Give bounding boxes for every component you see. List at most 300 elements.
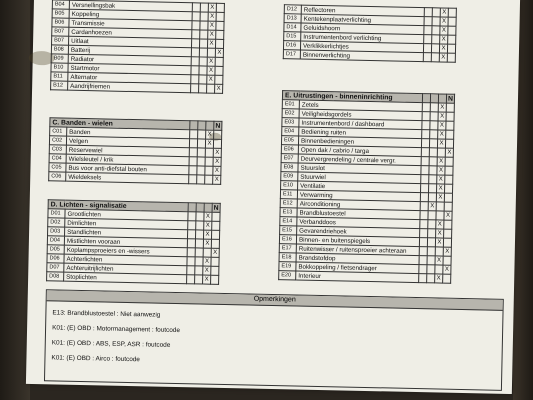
remarks-title: Opmerkingen — [47, 290, 503, 311]
check-cell — [195, 248, 203, 257]
check-cell — [211, 230, 219, 239]
check-cell: X — [437, 175, 445, 184]
check-cell — [435, 265, 443, 274]
check-cell — [199, 57, 207, 66]
column-n-header: N — [447, 95, 454, 103]
check-cell — [207, 84, 215, 93]
check-cell — [432, 8, 440, 17]
remark-line: K01: (E) OBD : Motormanagement : foutcode — [52, 324, 181, 335]
row-code: C03 — [49, 145, 66, 154]
check-cell — [420, 193, 428, 202]
check-cell — [445, 139, 453, 148]
row-code: E08 — [281, 163, 298, 172]
row-code: E04 — [282, 127, 299, 136]
row-label: Dimlichten — [65, 218, 188, 230]
row-code: B12 — [51, 81, 68, 90]
row-code: E11 — [280, 190, 297, 199]
section-title: D. Lichten - signalisatie — [48, 200, 188, 212]
row-code: E17 — [279, 244, 296, 253]
check-cell: X — [440, 26, 448, 35]
check-cell — [199, 66, 207, 75]
row-label: Gevarendriehoek — [297, 226, 420, 238]
row-code: B06 — [52, 18, 69, 27]
row-code: E09 — [281, 172, 298, 181]
row-label: Banden — [67, 127, 190, 139]
row-label: Verbanddoos — [297, 217, 420, 229]
row-label: Wieldeksels — [66, 172, 189, 184]
row-code: E19 — [279, 262, 296, 271]
row-label: Binnenbedieningen — [298, 136, 421, 148]
row-label: Alternator — [68, 72, 191, 84]
row-label: Bus voor anti-diefstal bouten — [66, 163, 189, 175]
check-cell: X — [439, 53, 447, 62]
check-cell — [444, 220, 452, 229]
check-cell — [211, 257, 219, 266]
row-label: Stoplichten — [64, 272, 187, 284]
row-code: D03 — [48, 227, 65, 236]
check-cell — [197, 148, 205, 157]
check-cell: X — [208, 21, 216, 30]
check-cell — [195, 266, 203, 275]
row-label: Verklikkerlichtjes — [300, 41, 423, 53]
row-label: Deurvergrendeling / centrale vergr. — [298, 154, 421, 166]
row-label: Koppeling — [69, 9, 192, 21]
check-cell: X — [207, 75, 215, 84]
check-cell — [422, 121, 430, 130]
check-cell — [419, 256, 427, 265]
row-code: B07 — [52, 36, 69, 45]
row-label: Bokkoppeling / fietsendrager — [296, 262, 419, 274]
status-column-icon — [438, 94, 446, 103]
check-cell — [445, 184, 453, 193]
check-cell — [432, 17, 440, 26]
check-cell — [187, 275, 195, 284]
status-column-icon — [206, 121, 214, 130]
row-label: Achteruitrijlichten — [64, 263, 187, 275]
check-cell — [215, 75, 223, 84]
check-cell: X — [436, 193, 444, 202]
check-cell — [419, 265, 427, 274]
status-column-icon — [196, 203, 204, 212]
check-cell — [429, 175, 437, 184]
check-cell — [427, 238, 435, 247]
check-cell — [430, 130, 438, 139]
check-cell: X — [203, 266, 211, 275]
check-cell — [443, 256, 451, 265]
row-label: Grootlichten — [65, 209, 188, 221]
check-cell — [421, 175, 429, 184]
row-code: E18 — [279, 253, 296, 262]
check-cell — [428, 211, 436, 220]
status-column-icon — [204, 203, 212, 212]
check-cell — [424, 17, 432, 26]
check-cell: X — [203, 230, 211, 239]
row-label: Bediening ruiten — [299, 127, 422, 139]
row-label: Ventilatie — [298, 181, 421, 193]
check-cell — [190, 130, 198, 139]
row-code: D08 — [47, 272, 64, 281]
check-cell — [423, 53, 431, 62]
row-code: C04 — [49, 154, 66, 163]
check-cell — [199, 84, 207, 93]
check-cell — [196, 212, 204, 221]
check-cell: X — [211, 248, 219, 257]
check-cell — [435, 247, 443, 256]
row-label: Reservewiel — [66, 145, 189, 157]
check-cell — [199, 75, 207, 84]
check-cell — [189, 139, 197, 148]
check-cell — [192, 30, 200, 39]
row-code: B05 — [52, 9, 69, 18]
check-cell — [445, 157, 453, 166]
check-cell: X — [204, 221, 212, 230]
inspection-sheet — [26, 0, 520, 394]
check-cell: X — [213, 175, 221, 184]
status-column-icon — [430, 94, 438, 103]
check-cell — [196, 221, 204, 230]
check-cell — [448, 35, 456, 44]
check-cell: X — [208, 3, 216, 12]
check-cell — [189, 175, 197, 184]
row-label: Binnenverlichting — [300, 50, 423, 62]
check-cell: X — [438, 103, 446, 112]
check-cell: X — [438, 121, 446, 130]
check-cell — [427, 256, 435, 265]
row-label: Startmotor — [68, 63, 191, 75]
check-cell — [189, 166, 197, 175]
check-cell — [427, 247, 435, 256]
check-cell — [215, 57, 223, 66]
check-cell — [421, 157, 429, 166]
row-code: D14 — [284, 23, 301, 32]
check-cell — [424, 35, 432, 44]
check-cell — [422, 103, 430, 112]
check-cell: X — [208, 30, 216, 39]
check-cell — [215, 66, 223, 75]
row-label: Radiator — [68, 54, 191, 66]
check-cell — [446, 121, 454, 130]
check-cell — [444, 202, 452, 211]
row-code: D05 — [47, 245, 64, 254]
remark-line: K01: (E) OBD : Airco : foutcode — [51, 354, 140, 364]
row-code: B08 — [51, 45, 68, 54]
row-code: E03 — [282, 118, 299, 127]
check-cell — [197, 175, 205, 184]
row-code: E20 — [279, 271, 296, 280]
check-cell: X — [437, 157, 445, 166]
check-cell — [420, 220, 428, 229]
check-cell: X — [428, 202, 436, 211]
check-cell — [211, 275, 219, 284]
check-cell — [187, 248, 195, 257]
row-code: E01 — [282, 100, 299, 109]
status-column-icon — [188, 203, 196, 212]
row-label: Zetels — [299, 100, 422, 112]
check-cell: X — [435, 274, 443, 283]
check-cell — [431, 53, 439, 62]
row-code: D01 — [48, 209, 65, 218]
section-title: E. Uitrustingen - binneninrichting — [282, 91, 422, 103]
row-code: E05 — [281, 136, 298, 145]
column-n-header: N — [215, 122, 221, 130]
check-cell: X — [438, 112, 446, 121]
check-cell — [428, 220, 436, 229]
check-cell: X — [436, 229, 444, 238]
row-label: Mistlichten vooraan — [64, 236, 187, 248]
background-left — [0, 0, 30, 400]
check-cell — [211, 266, 219, 275]
check-cell — [191, 84, 199, 93]
check-cell — [432, 26, 440, 35]
check-cell — [436, 202, 444, 211]
remark-line: K01: (E) OBD : ABS, ESP, ASR : foutcode — [51, 339, 171, 349]
check-cell — [446, 130, 454, 139]
row-code: B09 — [51, 54, 68, 63]
check-cell: X — [435, 238, 443, 247]
check-cell — [420, 229, 428, 238]
row-code: C06 — [49, 172, 66, 181]
row-code: E15 — [280, 226, 297, 235]
row-code: B04 — [52, 0, 69, 9]
check-cell — [192, 3, 200, 12]
check-cell: X — [203, 257, 211, 266]
row-code: E13 — [280, 208, 297, 217]
row-label: Stuurslot — [298, 163, 421, 175]
check-cell: X — [213, 166, 221, 175]
check-cell — [200, 30, 208, 39]
check-cell — [216, 30, 224, 39]
check-cell — [212, 221, 220, 230]
check-cell — [421, 166, 429, 175]
check-cell — [197, 166, 205, 175]
row-label: Brandblustoestel — [297, 208, 420, 220]
check-cell — [423, 44, 431, 53]
check-cell — [431, 44, 439, 53]
row-label: Binnen- en buitenspiegels — [296, 235, 419, 247]
check-cell — [205, 166, 213, 175]
check-cell: X — [439, 44, 447, 53]
check-cell: X — [445, 148, 453, 157]
row-label: Airconditioning — [297, 199, 420, 211]
check-cell — [430, 112, 438, 121]
row-label: Interieur — [296, 271, 419, 283]
row-label: Open dak / cabrio / targa — [298, 145, 421, 157]
section-d-table — [46, 199, 221, 285]
check-cell — [428, 193, 436, 202]
row-label: Achterlichten — [64, 254, 187, 266]
check-cell — [205, 175, 213, 184]
row-code: E12 — [280, 199, 297, 208]
check-cell: X — [438, 130, 446, 139]
check-cell — [197, 157, 205, 166]
check-cell — [195, 230, 203, 239]
check-cell: X — [437, 139, 445, 148]
check-cell — [216, 12, 224, 21]
check-cell — [215, 39, 223, 48]
row-label: Verwarming — [297, 190, 420, 202]
section-e-table — [278, 90, 455, 284]
row-code: D17 — [283, 50, 300, 59]
check-cell — [187, 239, 195, 248]
row-code: E02 — [282, 109, 299, 118]
check-cell: X — [207, 66, 215, 75]
check-cell — [203, 248, 211, 257]
row-label: Stuurwiel — [298, 172, 421, 184]
check-cell — [191, 66, 199, 75]
check-cell — [429, 166, 437, 175]
check-cell — [427, 274, 435, 283]
check-cell — [448, 8, 456, 17]
row-code: E07 — [281, 154, 298, 163]
row-code: C01 — [50, 127, 67, 136]
row-label: Reflectoren — [301, 5, 424, 17]
check-cell — [429, 148, 437, 157]
check-cell — [422, 112, 430, 121]
section-c-table — [48, 117, 222, 185]
check-cell — [429, 184, 437, 193]
row-code: B11 — [51, 72, 68, 81]
check-cell — [424, 26, 432, 35]
row-label: Batterij — [68, 45, 191, 57]
row-code: D06 — [47, 254, 64, 263]
row-label: Aandrijfriemen — [68, 81, 191, 93]
row-label: Instrumentenbord / dashboard — [299, 118, 422, 130]
check-cell — [429, 157, 437, 166]
check-cell — [195, 239, 203, 248]
status-column-icon — [422, 94, 430, 103]
check-cell: X — [205, 139, 213, 148]
row-code: B07 — [52, 27, 69, 36]
check-cell — [187, 266, 195, 275]
check-cell — [428, 229, 436, 238]
row-code: E06 — [281, 145, 298, 154]
check-cell — [430, 103, 438, 112]
check-cell — [191, 57, 199, 66]
row-code: E16 — [279, 235, 296, 244]
check-cell — [213, 139, 221, 148]
section-title: C. Banden - wielen — [50, 118, 190, 130]
check-cell: X — [443, 247, 451, 256]
status-column-icon — [190, 121, 198, 130]
row-label: Brandstofdop — [296, 253, 419, 265]
check-cell — [444, 193, 452, 202]
row-code: D04 — [47, 236, 64, 245]
check-cell: X — [206, 130, 214, 139]
check-cell — [198, 130, 206, 139]
check-cell: X — [435, 256, 443, 265]
check-cell: X — [213, 148, 221, 157]
check-cell — [446, 103, 454, 112]
check-cell — [197, 139, 205, 148]
check-cell — [419, 238, 427, 247]
row-label: Transmissie — [69, 18, 192, 30]
check-cell — [205, 148, 213, 157]
check-cell — [421, 139, 429, 148]
check-cell: X — [437, 166, 445, 175]
check-cell — [199, 39, 207, 48]
check-cell — [420, 211, 428, 220]
row-label: Velgen — [66, 136, 189, 148]
check-cell: X — [215, 48, 223, 57]
check-cell — [191, 48, 199, 57]
check-cell: X — [437, 184, 445, 193]
check-cell — [191, 75, 199, 84]
check-cell — [448, 17, 456, 26]
check-cell — [195, 257, 203, 266]
check-cell — [421, 184, 429, 193]
row-code: D15 — [284, 32, 301, 41]
row-label: Ruitenwisser / ruitensproeier achteraan — [296, 244, 419, 256]
status-column-icon — [198, 121, 206, 130]
section-d-continued-table — [283, 4, 457, 63]
check-cell — [446, 112, 454, 121]
row-label: Instrumentenbord verlichting — [301, 32, 424, 44]
check-cell — [212, 212, 220, 221]
check-cell: X — [436, 220, 444, 229]
check-cell — [448, 26, 456, 35]
check-cell — [443, 274, 451, 283]
check-cell — [422, 130, 430, 139]
section-b-table — [50, 0, 225, 94]
row-code: B10 — [51, 63, 68, 72]
check-cell: X — [215, 84, 223, 93]
row-code: C02 — [49, 136, 66, 145]
remarks-box — [44, 289, 504, 391]
check-cell — [188, 221, 196, 230]
row-code: D12 — [284, 5, 301, 14]
row-label: Versnellingsbak — [69, 0, 192, 12]
check-cell: X — [213, 157, 221, 166]
row-label: Koplampsproeiers en -wissers — [64, 245, 187, 257]
check-cell — [427, 265, 435, 274]
check-cell — [192, 21, 200, 30]
check-cell — [436, 211, 444, 220]
check-cell — [445, 175, 453, 184]
check-cell — [444, 229, 452, 238]
row-code: E14 — [280, 217, 297, 226]
check-cell: X — [207, 39, 215, 48]
check-cell: X — [204, 212, 212, 221]
row-code: D13 — [284, 14, 301, 23]
row-code: D07 — [47, 263, 64, 272]
check-cell — [432, 35, 440, 44]
check-cell — [447, 44, 455, 53]
row-label: Geluidshoorn — [301, 23, 424, 35]
check-cell — [424, 8, 432, 17]
check-cell — [195, 275, 203, 284]
check-cell: X — [440, 8, 448, 17]
check-cell: X — [440, 35, 448, 44]
check-cell — [200, 21, 208, 30]
check-cell — [447, 53, 455, 62]
check-cell: X — [203, 275, 211, 284]
check-cell: X — [208, 12, 216, 21]
row-code: D02 — [48, 218, 65, 227]
row-label: Cardanhoezen — [69, 27, 192, 39]
check-cell: X — [203, 239, 211, 248]
check-cell — [430, 121, 438, 130]
row-label: Veiligheidsgordels — [299, 109, 422, 121]
check-cell — [189, 148, 197, 157]
check-cell — [200, 12, 208, 21]
check-cell — [419, 274, 427, 283]
row-code: C05 — [49, 163, 66, 172]
check-cell — [189, 157, 197, 166]
row-label: Wielsleutel / krik — [66, 154, 189, 166]
remark-line: E13: Brandblustoestel : Niet aanwezig — [52, 309, 161, 319]
check-cell — [420, 202, 428, 211]
check-cell — [421, 148, 429, 157]
